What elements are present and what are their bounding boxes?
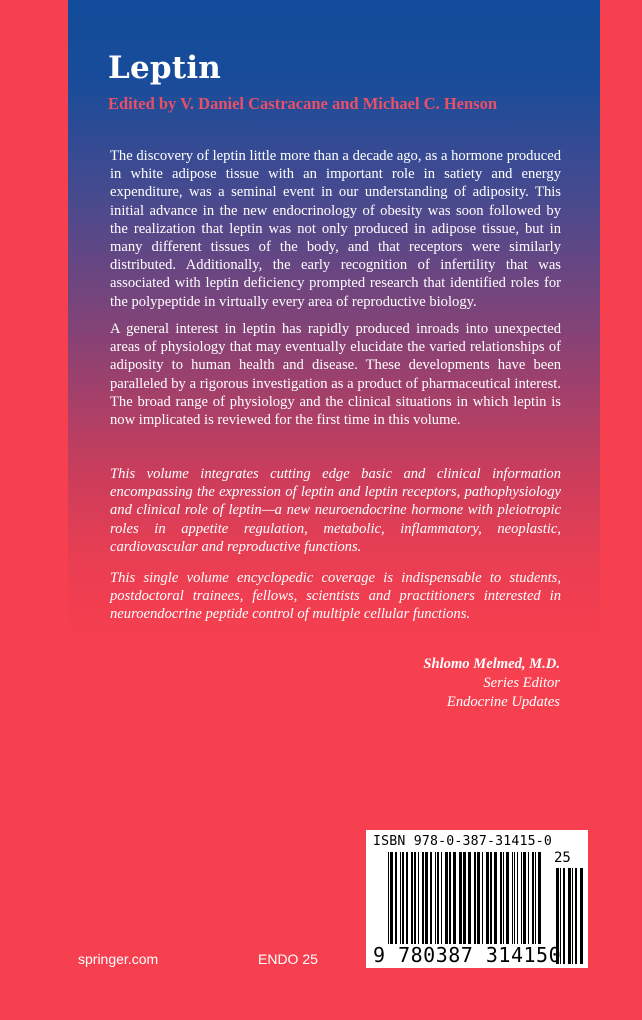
- barcode-bar: [538, 852, 541, 944]
- barcode-bar: [395, 852, 397, 944]
- series-editor-signature: [423, 655, 560, 712]
- publisher-website: springer.com: [78, 951, 159, 967]
- addon-bar: [575, 868, 577, 964]
- barcode-bar: [414, 852, 416, 944]
- barcode-bar: [490, 852, 492, 944]
- barcode-bar: [477, 852, 480, 944]
- barcode-bar: [506, 852, 509, 944]
- series-blurb-paragraph-2: This single volume encyclopedic coverage is indispensable to students, postdoctoral trainees, fellows, scientists and practitioners interested in neuroendocrine peptide control of multiple cellular functions.: [110, 570, 561, 623]
- barcode-bar: [528, 852, 529, 944]
- series-blurb-paragraph-1: This volume integrates cutting edge basic and clinical information encompassing the expression of leptin and leptin receptors, pathophysiology and clinical role of leptin—a new neuroendocrine hormone with pleiotropic roles in appetite regulation, metabolic, inflammatory, neoplastic, cardiovascular and reproductive functions.: [110, 466, 561, 555]
- series-editor-name: Shlomo Melmed, M.D.: [423, 656, 560, 672]
- barcode-bar: [390, 852, 393, 944]
- barcode-bar: [523, 852, 526, 944]
- barcode-bar: [418, 852, 419, 944]
- barcode-digits: 9 780387 314150: [373, 943, 562, 967]
- barcode-bar: [486, 852, 489, 944]
- barcode-bar: [406, 852, 408, 944]
- description-paragraph-1: The discovery of leptin little more than a decade ago, as a hormone produced in white adipose tissue with an important role in satiety and energy expenditure, was a seminal event in our understanding of adiposity. This initial advance in the new endocrinology of obesity was soon followed by the realization that leptin was not only produced in adipose tissue, but in many different tissues of the body, and that receptors were similarly distributed. Additionally, the early recognition of infertility that was associated with leptin deficiency prompted research that identified roles for the polypeptide in virtually every area of reproductive biology.: [110, 148, 561, 310]
- barcode-bar: [425, 852, 428, 944]
- barcode-bar: [500, 852, 502, 944]
- editors-line: Edited by V. Daniel Castracane and Michael C. Henson: [108, 94, 498, 113]
- barcode-bar: [449, 852, 451, 944]
- barcode-bar: [494, 852, 497, 944]
- barcode-bar: [422, 852, 424, 944]
- barcode-bar: [441, 852, 442, 944]
- barcode-bar: [388, 852, 389, 944]
- isbn-label: ISBN 978-0-387-31415-0: [373, 834, 553, 849]
- addon-bar: [580, 868, 583, 964]
- barcode-bar: [532, 852, 534, 944]
- barcode-bar: [514, 852, 515, 944]
- barcode-bar: [482, 852, 483, 944]
- series-code: ENDO 25: [258, 951, 318, 967]
- barcode-bar: [459, 852, 462, 944]
- barcode-bar: [468, 852, 471, 944]
- barcode-bar: [453, 852, 456, 944]
- barcode-bar: [430, 852, 432, 944]
- addon-bar: [572, 868, 573, 964]
- barcode-bar: [517, 852, 518, 944]
- barcode-bar: [400, 852, 401, 944]
- barcode-bar: [512, 852, 513, 944]
- barcode-bar: [445, 852, 448, 944]
- barcode-bar: [503, 852, 504, 944]
- isbn-barcode: [366, 830, 588, 968]
- barcode-bar: [521, 852, 522, 944]
- barcode-bar: [411, 852, 413, 944]
- barcode-bar: [402, 852, 404, 944]
- series-editor-role: Series Editor: [483, 675, 560, 691]
- barcode-bar: [535, 852, 536, 944]
- addon-bar: [563, 868, 565, 964]
- barcode-bar: [437, 852, 439, 944]
- book-title: Leptin: [108, 50, 222, 86]
- addon-bar: [568, 868, 571, 964]
- barcode-addon-number: 25: [554, 850, 571, 866]
- barcode-bar: [474, 852, 476, 944]
- description-paragraph-2: A general interest in leptin has rapidly produced inroads into unexpected areas of physiology that may eventually elucidate the varied relationships of adiposity to human health and disease. These developments have been paralleled by a rigorous investigation as a product of pharmaceutical interest. The broad range of physiology and the clinical situations in which leptin is now implicated is reviewed for the first time in this volume.: [110, 321, 561, 429]
- barcode-bar: [463, 852, 466, 944]
- barcode-bar: [435, 852, 436, 944]
- series-name: Endocrine Updates: [446, 694, 560, 710]
